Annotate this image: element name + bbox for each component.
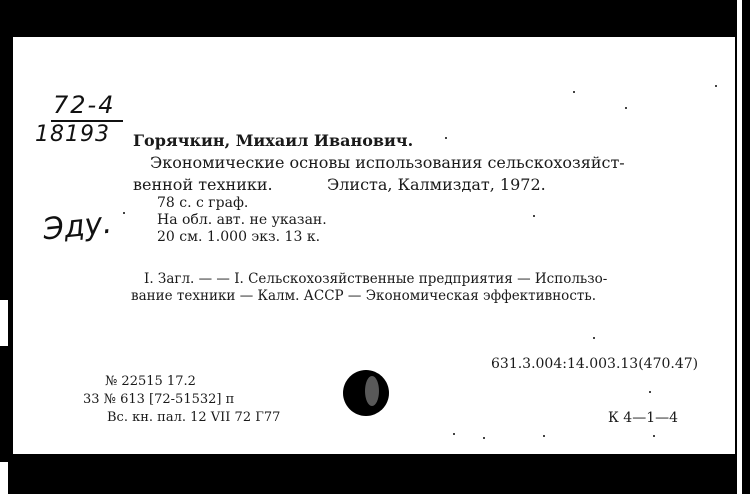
catalog-card — [13, 37, 735, 454]
description-line-1: 78 с. с граф. — [157, 195, 249, 211]
title-line-1: Экономические основы использования сельскохозяйст- — [150, 153, 625, 172]
title-line-2: венной техники. — [133, 175, 273, 194]
author-heading: Горячкин, Михаил Иванович. — [133, 131, 414, 150]
tracing-line-1: I. Загл. — — I. Сельскохозяйственные предприятия — Использо- — [144, 271, 608, 287]
scan-edge-right — [737, 0, 742, 494]
handwritten-code-top: 72-4 — [53, 91, 116, 119]
description-line-3: 20 см. 1.000 экз. 13 к. — [157, 229, 321, 245]
handwritten-code-bottom: 18193 — [35, 122, 110, 147]
scan-edge-left — [0, 300, 8, 346]
registration-line-1: № 22515 17.2 — [105, 374, 196, 389]
description-line-2: На обл. авт. не указан. — [157, 212, 327, 228]
registration-line-3: Вс. кн. пал. 12 VII 72 Г77 — [107, 410, 281, 425]
handwritten-side-mark: Эду. — [41, 205, 114, 248]
registration-line-2: 33 № 613 [72-51532] п — [83, 392, 235, 407]
bottom-code: К 4—1—4 — [608, 410, 679, 426]
tracing-line-2: вание техники — Калм. АССР — Экономическая эффективность. — [131, 288, 596, 304]
punch-hole — [343, 370, 389, 416]
imprint: Элиста, Калмиздат, 1972. — [327, 175, 546, 194]
udc-classification: 631.3.004:14.003.13(470.47) — [491, 356, 699, 372]
scan-edge-bottom-left — [0, 462, 8, 494]
